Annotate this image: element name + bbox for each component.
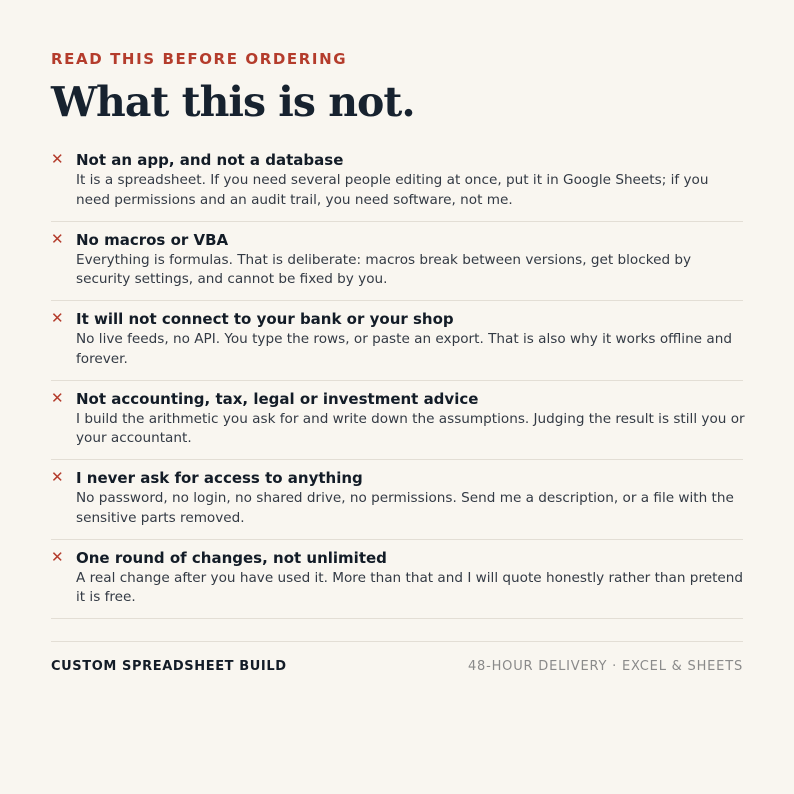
item-body: I build the arithmetic you ask for and write down the assumptions. Judging the result is still you or your accountant. [76, 410, 745, 446]
item-body: It is a spreadsheet. If you need several people editing at once, put it in Google Sheets; if you need permissions and an audit trail, you need software, not me. [76, 172, 709, 208]
eyebrow-label: READ THIS BEFORE ORDERING [51, 50, 348, 68]
item-body: A real change after you have used it. More than that and I will quote honestly rather than pretend it is free. [76, 569, 744, 605]
item-title: It will not connect to your bank or your shop [76, 310, 454, 328]
list-item [51, 381, 743, 461]
item-title: One round of changes, not unlimited [76, 548, 387, 567]
list-item [51, 540, 743, 620]
x-icon: ✕ [51, 309, 64, 327]
footer-product-label: CUSTOM SPREADSHEET BUILD [51, 659, 287, 674]
item-body: No password, no login, no shared drive, no permissions. Send me a description, or a file with the sensitive parts removed. [76, 490, 734, 526]
x-icon: ✕ [51, 388, 64, 407]
footer-delivery-label: 48-HOUR DELIVERY · EXCEL & SHEETS [467, 659, 743, 674]
item-title: No macros or VBA [76, 230, 229, 249]
item-title: Not accounting, tax, legal or investment advice [76, 389, 479, 408]
page-title: What this is not. [51, 78, 415, 126]
x-icon: ✕ [51, 547, 64, 566]
item-title: Not an app, and not a database [76, 151, 344, 169]
item-body: No live feeds, no API. You type the rows, or paste an export. That is also why it works offline and forever. [76, 331, 732, 367]
item-title: I never ask for access to anything [76, 469, 363, 487]
list-item [51, 142, 743, 222]
list-item [51, 222, 743, 302]
x-icon: ✕ [51, 150, 64, 168]
footer [51, 641, 743, 674]
x-icon: ✕ [51, 229, 64, 248]
list-item [51, 301, 743, 381]
list-item [51, 460, 743, 540]
exclusions-list [51, 142, 743, 619]
x-icon: ✕ [51, 468, 64, 486]
item-body: Everything is formulas. That is deliberate: macros break between versions, get blocked by security settings, and cannot be fixed by you. [76, 251, 692, 287]
